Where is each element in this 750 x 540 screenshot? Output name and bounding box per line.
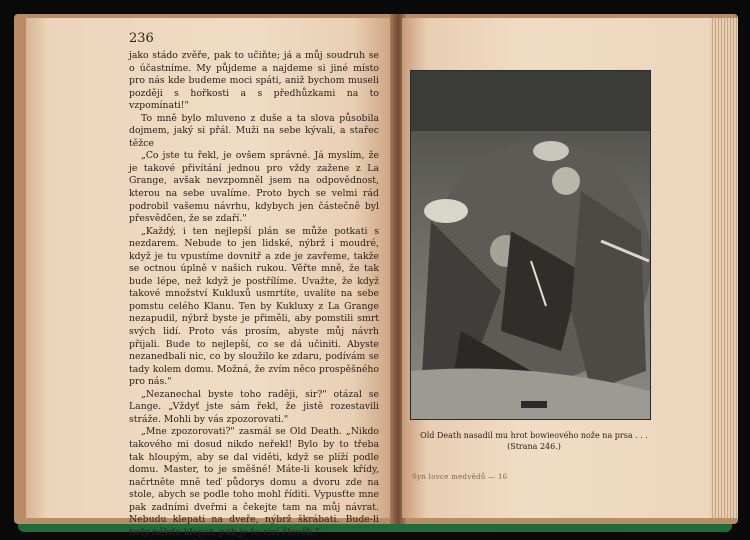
paragraph: „Co jste tu řekl, je ovšem správné. Já myslím, že je takové přivítání jednou pro vždy zažene z La Grange, avšak nevzpomněl jsem na odpovědnost, kterou na sebe uvalíme. Proto bych se velmi rád podrobil vašemu návrhu, kdybych jen částečně byl přesvědčen, že se zdaří." xyxy=(129,150,379,225)
paragraph: jako stádo zvěře, pak to učiňte; já a můj soudruh se o účastníme. My půjdeme a najdeme si jiné místo pro nás kde budeme moci spáti, aniž bychom museli později s hořkosti a s předhůzkami na to vzpomínati!" xyxy=(129,50,379,112)
caption-text: Old Death nasadil mu hrot bowieového nože na prsa . . . xyxy=(420,431,648,440)
page-number: 236 xyxy=(129,31,154,46)
paragraph: To mně bylo mluveno z duše a ta slova působila dojmem, jaký si přál. Muži na sebe kývali, a stařec těžce xyxy=(129,112,379,149)
paragraph: „Nezanechal byste toho raději, sir?" otázal se Lange. „Vždyť jste sám řekl, že jistě rozestavili stráže. Mohli by vás zpozorovati." xyxy=(129,388,379,425)
page-footer: Syn lovce medvědů — 16 xyxy=(412,473,508,481)
illustration-plate xyxy=(410,70,651,420)
paragraph: „Mne zpozorovati?" zasmál se Old Death. „Nikdo takového mi dosud nikdo neřekl! Bylo by to třeba tak hloupým, aby se dal viděti, když se plíží podle domu. Master, to je směšné! Máte-li kousek křídy, načrtněte mně teď půdorys domu a dvoru zde na stole, abych se podle toho mohl říditi. Vypusťte mne pak zadními dveřmi a čekejte tam na můj návrat. Nebudu klepati na dveře, nýbrž škrábati. Bude-li tedy někdo klepat, pak je to cizí člověk." xyxy=(129,426,379,538)
paragraph: „Každý, i ten nejlepší plán se může potkati s nezdarem. Nebude to jen lidské, nýbrž i moudré, když je tu vpustíme dovnitř a zde je zavřeme, takže se octnou úplně v našich rukou. Věřte mně, že tak bude lépe, než když je postřílíme. Uvažte, že když takové množství Kukluxů usmrtíte, uvalíte na sebe pomstu celého Klanu. Ten by Kukluxy z La Grange nezapudil, nýbrž byste je přiměli, aby pomstili smrt svých lidí. Proto vás prosím, abyste můj návrh přijali. Bude to nejlepší, co se dá učiniti. Abyste nezanedbali nic, co by sloužilo ke zdaru, podívám se tady kolem domu. Možná, že zvím něco prospěšného pro nás." xyxy=(129,225,379,388)
fight-scene-illustration xyxy=(411,71,650,419)
illustration-caption xyxy=(414,430,654,452)
left-page-text xyxy=(129,50,379,539)
page-edges xyxy=(710,18,738,518)
caption-page-ref: (Strana 246.) xyxy=(507,442,561,451)
